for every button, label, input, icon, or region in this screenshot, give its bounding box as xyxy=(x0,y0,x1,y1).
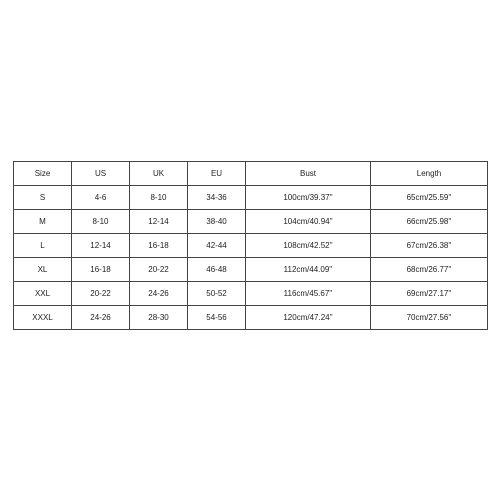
cell-eu: 42-44 xyxy=(188,234,246,258)
table-row xyxy=(14,186,488,210)
cell-length: 68cm/26.77'' xyxy=(371,258,488,282)
cell-us: 24-26 xyxy=(72,306,130,330)
cell-uk: 24-26 xyxy=(130,282,188,306)
cell-length: 66cm/25.98'' xyxy=(371,210,488,234)
cell-us: 20-22 xyxy=(72,282,130,306)
size-chart-table xyxy=(13,161,488,330)
table-row xyxy=(14,282,488,306)
cell-eu: 54-56 xyxy=(188,306,246,330)
cell-uk: 20-22 xyxy=(130,258,188,282)
cell-length: 65cm/25.59'' xyxy=(371,186,488,210)
cell-uk: 12-14 xyxy=(130,210,188,234)
table-row xyxy=(14,210,488,234)
cell-bust: 120cm/47.24'' xyxy=(246,306,371,330)
cell-size: S xyxy=(14,186,72,210)
cell-length: 67cm/26.38'' xyxy=(371,234,488,258)
header-us: US xyxy=(72,162,130,186)
header-eu: EU xyxy=(188,162,246,186)
table-row xyxy=(14,234,488,258)
cell-bust: 100cm/39.37'' xyxy=(246,186,371,210)
cell-bust: 112cm/44.09'' xyxy=(246,258,371,282)
cell-size: L xyxy=(14,234,72,258)
cell-uk: 16-18 xyxy=(130,234,188,258)
cell-us: 12-14 xyxy=(72,234,130,258)
cell-us: 8-10 xyxy=(72,210,130,234)
cell-eu: 38-40 xyxy=(188,210,246,234)
cell-size: XXXL xyxy=(14,306,72,330)
cell-size: XXL xyxy=(14,282,72,306)
cell-eu: 34-36 xyxy=(188,186,246,210)
cell-uk: 28-30 xyxy=(130,306,188,330)
cell-length: 69cm/27.17'' xyxy=(371,282,488,306)
cell-eu: 46-48 xyxy=(188,258,246,282)
header-length: Length xyxy=(371,162,488,186)
cell-bust: 116cm/45.67'' xyxy=(246,282,371,306)
cell-uk: 8-10 xyxy=(130,186,188,210)
cell-bust: 108cm/42.52'' xyxy=(246,234,371,258)
cell-length: 70cm/27.56'' xyxy=(371,306,488,330)
cell-size: XL xyxy=(14,258,72,282)
cell-bust: 104cm/40.94'' xyxy=(246,210,371,234)
header-uk: UK xyxy=(130,162,188,186)
cell-eu: 50-52 xyxy=(188,282,246,306)
table-header-row xyxy=(14,162,488,186)
cell-size: M xyxy=(14,210,72,234)
cell-us: 4-6 xyxy=(72,186,130,210)
header-bust: Bust xyxy=(246,162,371,186)
table-row xyxy=(14,306,488,330)
cell-us: 16-18 xyxy=(72,258,130,282)
header-size: Size xyxy=(14,162,72,186)
table-row xyxy=(14,258,488,282)
